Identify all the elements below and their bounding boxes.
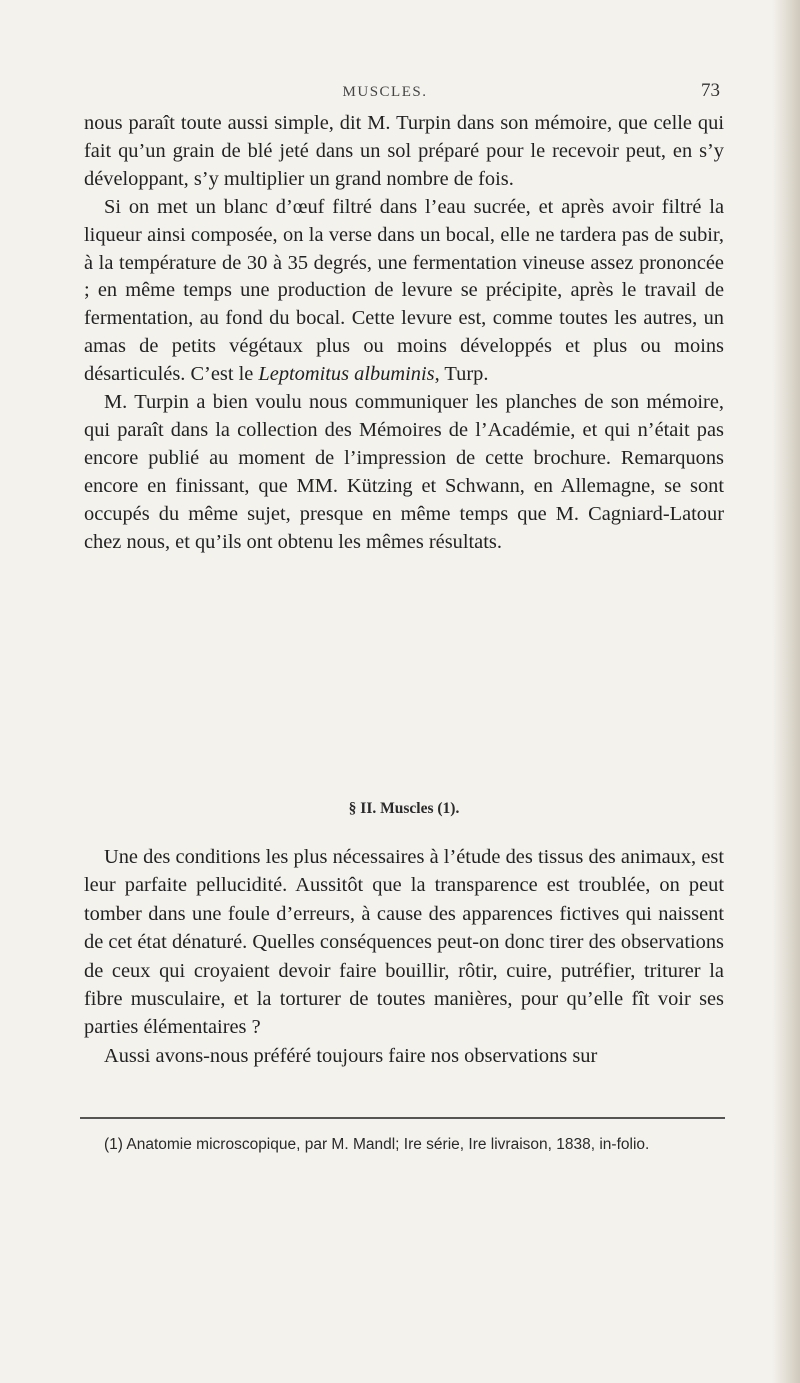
species-author: , Turp. <box>434 363 489 386</box>
running-head <box>60 80 720 102</box>
paragraph-5-text: Aussi avons-nous préféré toujours faire nos observations sur <box>104 1044 598 1067</box>
paragraph-2 <box>84 194 724 389</box>
paragraph-3-text: M. Turpin a bien voulu nous communiquer les planches de son mémoire, qui paraît dans la collection des Mémoires de l’Académie, et qui n’était pas encore publié au moment de l’impression de cette brochure. Remarquons encore en finissant, que MM. Kützing et Schwann, en Allemagne, se sont occupés du même sujet, presque en même temps que M. Cagniard-Latour chez nous, et qu’ils ont obtenu les mêmes résultats. <box>84 391 724 553</box>
paragraph-1: nous paraît toute aussi simple, dit M. Turpin dans son mémoire, que celle qui fait qu’un grain de blé jeté dans un sol préparé pour le recevoir peut, en s’y développant, s’y multiplier un grand nombre de fois. <box>84 112 724 190</box>
body-text-section <box>84 843 724 1070</box>
paragraph-4-text: Une des conditions les plus nécessaires à l’étude des tissus des animaux, est leur parfaite pellucidité. Aussitôt que la transparence est troublée, on peut tomber dans une foule d’erreurs, à cause des apparences fictives qui naissent de cet état dénaturé. Quelles conséquences peut-on donc tirer des observations de ceux qui croyaient devoir faire bouillir, rôtir, cuire, putréfier, triturer la fibre musculaire, et la torturer de toutes manières, pour qu’elle fît voir ses parties élémentaires ? <box>84 846 724 1039</box>
running-head-title: MUSCLES. <box>342 84 428 100</box>
page-number: 73 <box>701 80 720 101</box>
body-text <box>84 110 724 557</box>
footnote-text: (1) Anatomie microscopique, par M. Mandl; Ire série, Ire livraison, 1838, in-folio. <box>104 1136 650 1153</box>
paragraph-3 <box>84 389 724 556</box>
footnote-rule <box>80 1117 725 1119</box>
page-edge-shadow <box>772 0 800 1383</box>
footnote <box>84 1133 724 1156</box>
section-heading: § II. Muscles (1). <box>348 800 460 817</box>
paragraph-4 <box>84 843 724 1042</box>
paragraph-5 <box>84 1042 724 1070</box>
paragraph-2-text: Si on met un blanc d’œuf filtré dans l’eau sucrée, et après avoir filtré la liqueur ainsi composée, on la verse dans un bocal, elle ne tardera pas de subir, à la température de 30 à 35 degrés, une fermentation vineuse assez prononcée ; en même temps une production de levure se précipite, après le travail de fermentation, au fond du bocal. Cette levure est, comme toutes les autres, un amas de petits végétaux plus ou moins développés et plus ou moins désarticulés. C’est le <box>84 195 724 386</box>
species-name: Leptomitus albuminis <box>258 363 435 386</box>
